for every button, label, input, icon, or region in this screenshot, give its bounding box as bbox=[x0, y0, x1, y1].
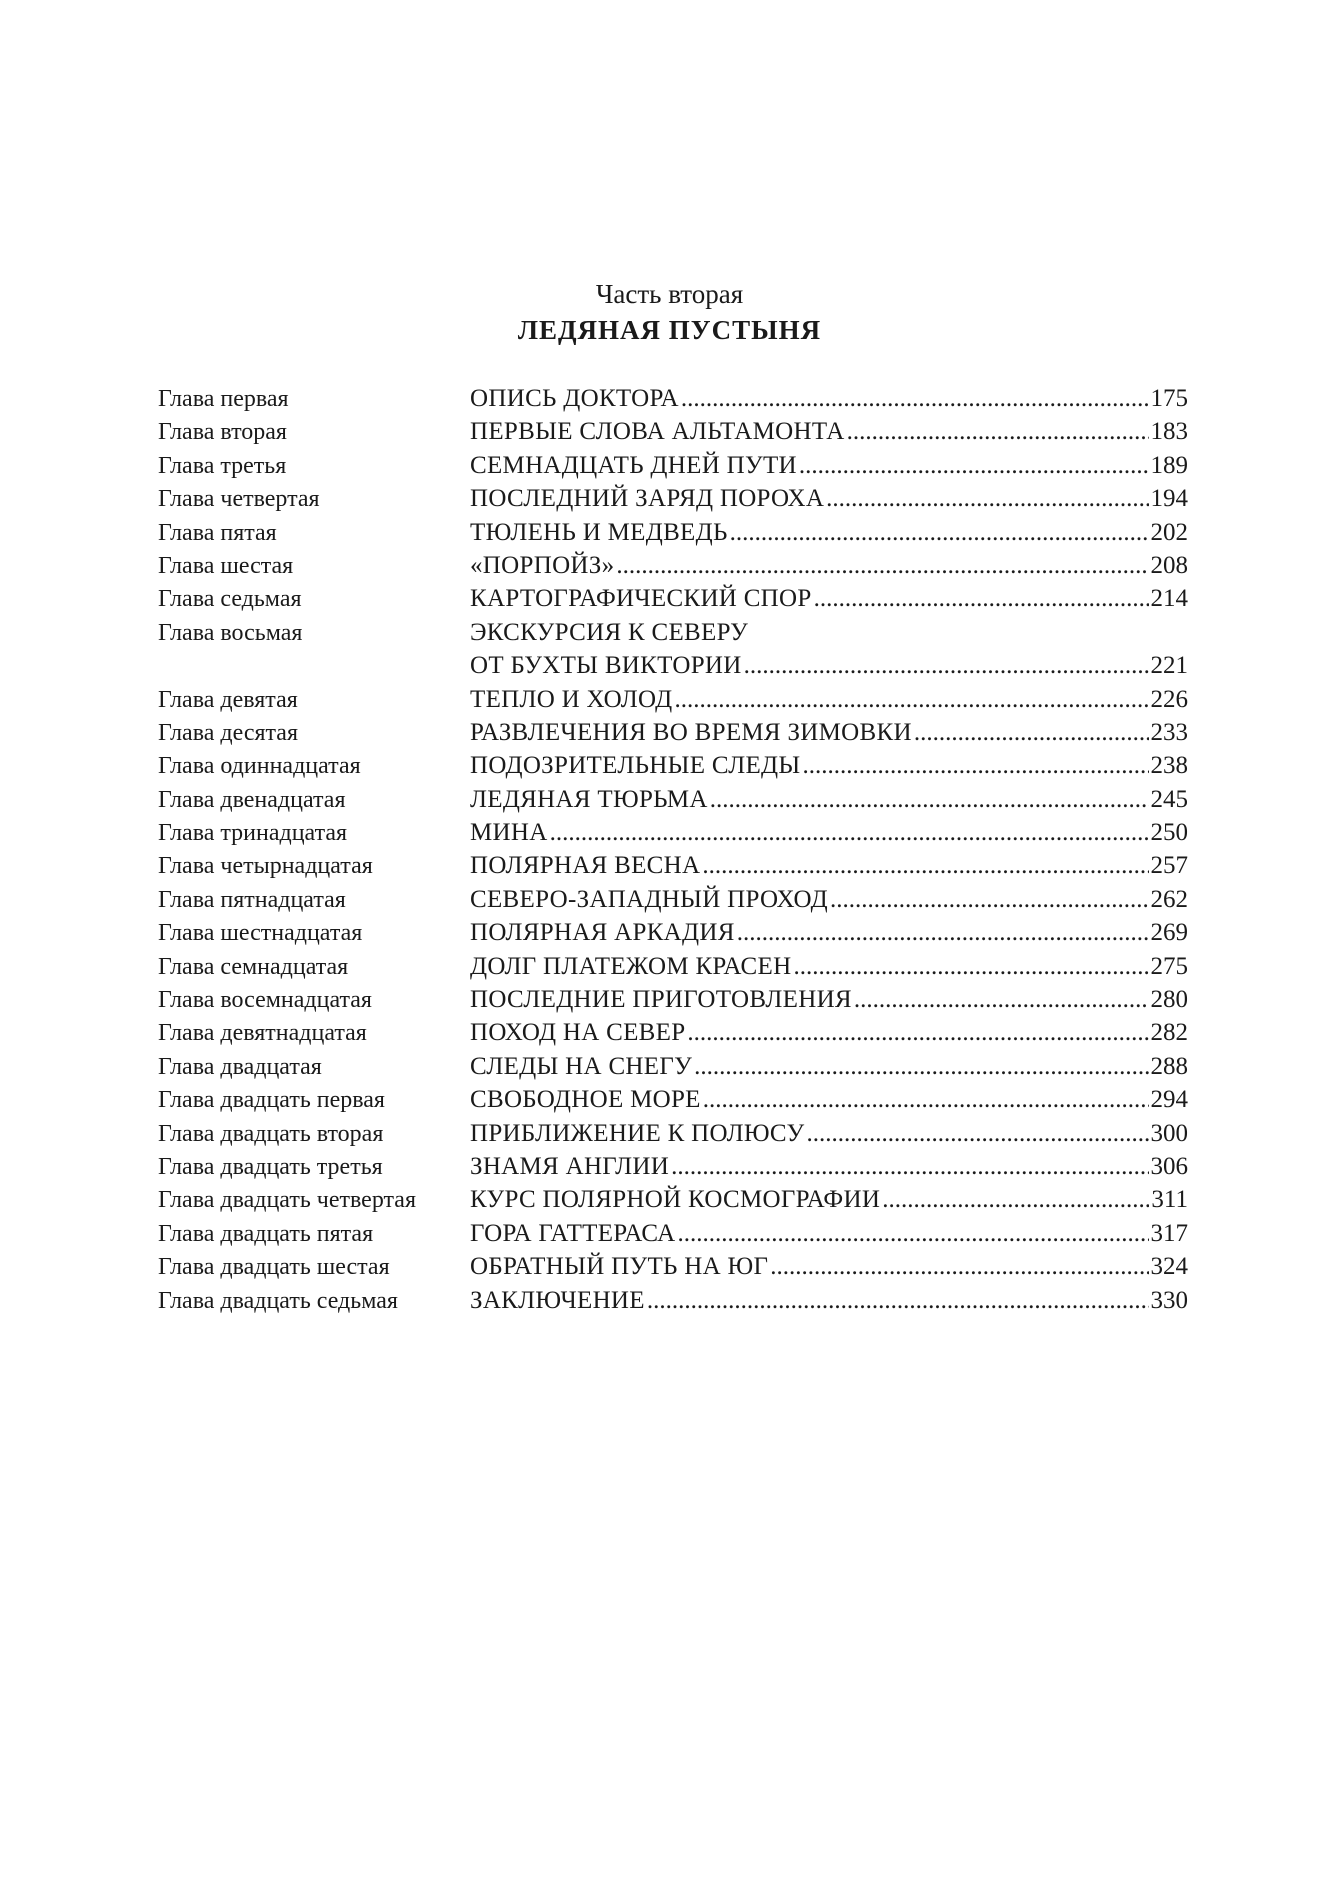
chapter-title: ОПИСЬ ДОКТОРА bbox=[470, 385, 679, 412]
chapter-title-line2: ОТ БУХТЫ ВИКТОРИИ bbox=[470, 652, 742, 680]
page-number: 208 bbox=[1150, 551, 1188, 579]
chapter-title: ТЮЛЕНЬ И МЕДВЕДЬ bbox=[470, 518, 728, 546]
chapter-title: ДОЛГ ПЛАТЕЖОМ КРАСЕН bbox=[470, 952, 792, 980]
toc-entry bbox=[158, 1050, 1188, 1083]
chapter-title: ПЕРВЫЕ СЛОВА АЛЬТАМОНТА bbox=[470, 418, 845, 446]
chapter-title: СЕВЕРО-ЗАПАДНЫЙ ПРОХОД bbox=[470, 885, 828, 913]
chapter-number: Глава пятнадцатая bbox=[158, 886, 346, 913]
toc-entry bbox=[158, 716, 1188, 749]
chapter-title: ПОСЛЕДНИЙ ЗАРЯД ПОРОХА bbox=[470, 485, 825, 513]
dot-leader bbox=[681, 382, 1149, 415]
chapter-title: ПОСЛЕДНИЕ ПРИГОТОВЛЕНИЯ bbox=[470, 986, 852, 1014]
part-label: Часть вторая bbox=[595, 279, 744, 309]
toc-entry bbox=[158, 516, 1188, 549]
chapter-number: Глава седьмая bbox=[158, 586, 302, 613]
toc-entry bbox=[158, 582, 1188, 615]
toc-entry bbox=[158, 849, 1188, 882]
dot-leader bbox=[674, 683, 1148, 716]
toc-entry bbox=[158, 482, 1188, 515]
toc-entry bbox=[158, 1083, 1188, 1116]
chapter-title: ТЕПЛО И ХОЛОД bbox=[470, 685, 673, 713]
dot-leader bbox=[703, 1083, 1149, 1116]
toc-entry bbox=[158, 616, 1188, 649]
toc-entry bbox=[158, 1183, 1188, 1216]
chapter-number: Глава одиннадцатая bbox=[158, 753, 361, 780]
chapter-number: Глава третья bbox=[158, 452, 287, 479]
dot-leader bbox=[914, 716, 1149, 749]
page-number: 288 bbox=[1150, 1052, 1188, 1080]
toc-entry bbox=[158, 816, 1188, 849]
chapter-title: МИНА bbox=[470, 819, 548, 847]
chapter-number: Глава семнадцатая bbox=[158, 953, 349, 980]
dot-leader bbox=[730, 516, 1149, 549]
chapter-number: Глава тринадцатая bbox=[158, 820, 348, 847]
dot-leader bbox=[678, 1217, 1149, 1250]
dot-leader bbox=[793, 950, 1148, 983]
page-number: 330 bbox=[1150, 1286, 1188, 1314]
dot-leader bbox=[830, 883, 1149, 916]
chapter-title: ЭКСКУРСИЯ К СЕВЕРУ bbox=[470, 618, 749, 646]
page-number: 257 bbox=[1150, 852, 1188, 880]
page-number: 238 bbox=[1150, 752, 1188, 780]
chapter-title: ЛЕДЯНАЯ ТЮРЬМА bbox=[470, 785, 708, 813]
toc-entry bbox=[158, 916, 1188, 949]
chapter-title: СЛЕДЫ НА СНЕГУ bbox=[470, 1052, 693, 1080]
toc-entry bbox=[158, 382, 1188, 415]
dot-leader bbox=[550, 816, 1149, 849]
toc-entry bbox=[158, 983, 1188, 1016]
chapter-title: «ПОРПОЙЗ» bbox=[470, 551, 615, 579]
chapter-number: Глава первая bbox=[158, 386, 289, 412]
page-number: 300 bbox=[1150, 1119, 1188, 1147]
dot-leader bbox=[799, 449, 1149, 482]
page-number: 250 bbox=[1150, 819, 1188, 847]
chapter-number: Глава пятая bbox=[158, 519, 277, 546]
dot-leader bbox=[687, 1016, 1148, 1049]
chapter-title: СЕМНАДЦАТЬ ДНЕЙ ПУТИ bbox=[470, 451, 797, 479]
toc-entry bbox=[158, 1150, 1188, 1183]
chapter-title: ЗАКЛЮЧЕНИЕ bbox=[470, 1286, 645, 1314]
toc-entry-continuation bbox=[158, 649, 1188, 682]
chapter-number: Глава двадцатая bbox=[158, 1053, 322, 1080]
chapter-number: Глава двадцать шестая bbox=[158, 1254, 390, 1281]
chapter-title: КАРТОГРАФИЧЕСКИЙ СПОР bbox=[470, 585, 812, 613]
dot-leader bbox=[671, 1150, 1148, 1183]
dot-leader bbox=[744, 649, 1149, 682]
page-number: 245 bbox=[1150, 785, 1188, 813]
chapter-number: Глава шестая bbox=[158, 552, 294, 579]
table-of-contents bbox=[158, 382, 1188, 1317]
part-title: ЛЕДЯНАЯ ПУСТЫНЯ bbox=[517, 315, 822, 345]
toc-entry bbox=[158, 683, 1188, 716]
chapter-title: ГОРА ГАТТЕРАСА bbox=[470, 1219, 676, 1247]
chapter-number: Глава шестнадцатая bbox=[158, 920, 363, 947]
dot-leader bbox=[882, 1183, 1149, 1216]
chapter-number: Глава четвертая bbox=[158, 486, 320, 513]
dot-leader bbox=[647, 1284, 1149, 1317]
page-number: 324 bbox=[1150, 1253, 1188, 1281]
dot-leader bbox=[814, 582, 1149, 615]
dot-leader bbox=[737, 916, 1149, 949]
chapter-number: Глава двадцать третья bbox=[158, 1153, 383, 1180]
dot-leader bbox=[847, 415, 1149, 448]
page-number: 233 bbox=[1150, 718, 1188, 746]
toc-entry bbox=[158, 950, 1188, 983]
dot-leader bbox=[807, 1117, 1149, 1150]
toc-entry bbox=[158, 1117, 1188, 1150]
chapter-title: РАЗВЛЕЧЕНИЯ ВО ВРЕМЯ ЗИМОВКИ bbox=[470, 718, 912, 746]
chapter-number: Глава десятая bbox=[158, 719, 298, 746]
toc-entry bbox=[158, 1284, 1188, 1317]
chapter-number: Глава четырнадцатая bbox=[158, 853, 373, 880]
chapter-title: ПОЛЯРНАЯ ВЕСНА bbox=[470, 852, 701, 880]
page-number: 221 bbox=[1150, 652, 1188, 680]
chapter-title: ПОДОЗРИТЕЛЬНЫЕ СЛЕДЫ bbox=[470, 752, 801, 780]
toc-entry bbox=[158, 783, 1188, 816]
toc-entry bbox=[158, 549, 1188, 582]
page-number: 262 bbox=[1150, 885, 1188, 913]
dot-leader bbox=[694, 1050, 1148, 1083]
toc-entry bbox=[158, 1217, 1188, 1250]
toc-entry bbox=[158, 749, 1188, 782]
page-number: 226 bbox=[1150, 685, 1188, 713]
chapter-number: Глава вторая bbox=[158, 419, 287, 446]
page-number: 294 bbox=[1150, 1086, 1188, 1114]
chapter-number: Глава двадцать первая bbox=[158, 1087, 385, 1114]
chapter-number: Глава восемнадцатая bbox=[158, 987, 372, 1014]
page-number: 269 bbox=[1150, 919, 1188, 947]
page-number: 202 bbox=[1150, 518, 1188, 546]
page-number: 175 bbox=[1150, 385, 1188, 412]
chapter-title: ПОХОД НА СЕВЕР bbox=[470, 1019, 686, 1047]
page-number: 280 bbox=[1150, 986, 1188, 1014]
page-number: 311 bbox=[1151, 1186, 1188, 1214]
chapter-number: Глава двадцать пятая bbox=[158, 1220, 374, 1247]
dot-leader bbox=[854, 983, 1149, 1016]
toc-entry bbox=[158, 1016, 1188, 1049]
toc-entry bbox=[158, 1250, 1188, 1283]
page-number: 194 bbox=[1150, 485, 1188, 513]
dot-leader bbox=[826, 482, 1148, 515]
toc-entry bbox=[158, 883, 1188, 916]
chapter-title: СВОБОДНОЕ МОРЕ bbox=[470, 1086, 701, 1114]
dot-leader bbox=[710, 783, 1149, 816]
chapter-title: КУРС ПОЛЯРНОЙ КОСМОГРАФИИ bbox=[470, 1186, 881, 1214]
chapter-title: ОБРАТНЫЙ ПУТЬ НА ЮГ bbox=[470, 1253, 769, 1281]
chapter-number: Глава двенадцатая bbox=[158, 786, 346, 813]
dot-leader bbox=[803, 749, 1149, 782]
chapter-title: ПОЛЯРНАЯ АРКАДИЯ bbox=[470, 919, 735, 947]
page-number: 317 bbox=[1150, 1219, 1188, 1247]
chapter-number: Глава девятая bbox=[158, 686, 298, 713]
chapter-number: Глава восьмая bbox=[158, 619, 303, 646]
chapter-number: Глава двадцать четвертая bbox=[158, 1187, 416, 1214]
page-number: 214 bbox=[1150, 585, 1188, 613]
chapter-title: ПРИБЛИЖЕНИЕ К ПОЛЮСУ bbox=[470, 1119, 805, 1147]
dot-leader bbox=[770, 1250, 1148, 1283]
toc-entry bbox=[158, 415, 1188, 448]
chapter-title: ЗНАМЯ АНГЛИИ bbox=[470, 1152, 670, 1180]
chapter-number: Глава девятнадцатая bbox=[158, 1020, 367, 1047]
dot-leader bbox=[616, 549, 1148, 582]
page-number: 183 bbox=[1150, 418, 1188, 446]
page-number: 306 bbox=[1150, 1152, 1188, 1180]
page-number: 282 bbox=[1150, 1019, 1188, 1047]
chapter-number: Глава двадцать седьмая bbox=[158, 1287, 398, 1314]
chapter-number: Глава двадцать вторая bbox=[158, 1120, 384, 1147]
toc-entry bbox=[158, 449, 1188, 482]
page-number: 189 bbox=[1150, 451, 1188, 479]
page-number: 275 bbox=[1150, 952, 1188, 980]
dot-leader bbox=[702, 849, 1148, 882]
